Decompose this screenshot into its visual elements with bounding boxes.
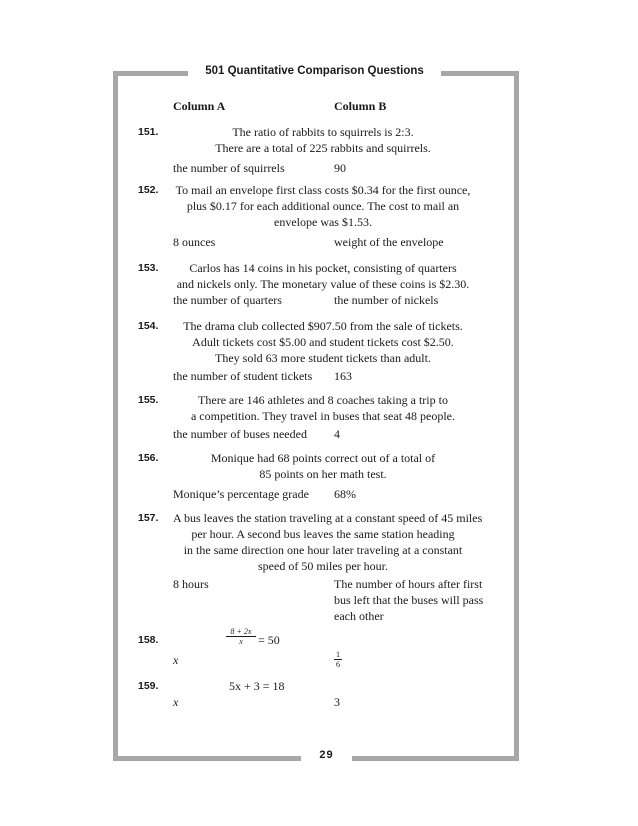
column-b-value: the number of nickels bbox=[334, 293, 439, 307]
question-stem-line: The ratio of rabbits to squirrels is 2:3. bbox=[232, 125, 414, 139]
question-stem-line: per hour. A second bus leaves the same station heading bbox=[191, 527, 455, 541]
column-b-value: 3 bbox=[334, 695, 340, 709]
column-a-value: x bbox=[173, 653, 179, 667]
equation-rhs: = 50 bbox=[258, 633, 280, 647]
question-stem-line: a competition. They travel in buses that seat 48 people. bbox=[190, 409, 456, 423]
column-b-value: 68% bbox=[334, 487, 356, 501]
question-stem-line: envelope was $1.53. bbox=[274, 215, 372, 229]
question-stem-line: in the same direction one hour later traveling at a constant bbox=[183, 543, 463, 557]
question-number: 151. bbox=[138, 126, 159, 138]
question-stem-line: Adult tickets cost $5.00 and student tickets cost $2.50. bbox=[192, 335, 454, 349]
question-number: 152. bbox=[138, 184, 159, 196]
question-stem-line: Monique had 68 points correct out of a total of bbox=[210, 451, 436, 465]
question-number: 154. bbox=[138, 320, 159, 332]
question-stem-line: There are a total of 225 rabbits and squirrels. bbox=[215, 141, 431, 155]
column-b-fraction bbox=[334, 650, 342, 669]
column-a-value: the number of quarters bbox=[173, 293, 282, 307]
question-stem-line: Carlos has 14 coins in his pocket, consisting of quarters bbox=[189, 261, 457, 275]
fraction-denominator: x bbox=[226, 636, 256, 646]
column-a-value: the number of squirrels bbox=[173, 161, 285, 175]
column-a-value: 8 hours bbox=[173, 577, 209, 591]
frame-border-top-right bbox=[441, 71, 519, 76]
column-a-value: x bbox=[173, 695, 179, 709]
fraction-denominator: 6 bbox=[336, 660, 340, 669]
column-b-header: Column B bbox=[334, 99, 387, 113]
column-a-value: the number of student tickets bbox=[173, 369, 313, 383]
question-stem-line: A bus leaves the station traveling at a constant speed of 45 miles bbox=[173, 511, 483, 525]
question-number: 153. bbox=[138, 262, 159, 274]
column-b-value: 90 bbox=[334, 161, 346, 175]
frame-border-bottom-left bbox=[113, 756, 301, 761]
question-stem-line: and nickels only. The monetary value of these coins is $2.30. bbox=[176, 277, 470, 291]
column-b-value-line: The number of hours after first bbox=[334, 577, 483, 591]
equation-fraction bbox=[226, 627, 256, 646]
question-stem-line: There are 146 athletes and 8 coaches taking a trip to bbox=[198, 393, 448, 407]
question-number: 158. bbox=[138, 634, 159, 646]
column-a-header: Column A bbox=[173, 99, 226, 113]
question-stem-line: plus $0.17 for each additional ounce. The cost to mail an bbox=[186, 199, 460, 213]
frame-border-bottom-right bbox=[352, 756, 519, 761]
question-stem-line: 85 points on her math test. bbox=[259, 467, 387, 481]
column-b-value: 163 bbox=[334, 369, 352, 383]
question-number: 159. bbox=[138, 680, 159, 692]
page-number: 29 bbox=[319, 749, 334, 761]
column-a-value: 8 ounces bbox=[173, 235, 216, 249]
fraction-numerator: 8 + 2x bbox=[230, 627, 252, 636]
question-number: 157. bbox=[138, 512, 159, 524]
column-b-value-line: bus left that the buses will pass bbox=[334, 593, 484, 607]
column-b-value: weight of the envelope bbox=[334, 235, 444, 249]
question-stem-line: To mail an envelope first class costs $0.34 for the first ounce, bbox=[175, 183, 471, 197]
equation: 5x + 3 = 18 bbox=[229, 679, 285, 693]
page-header: 501 Quantitative Comparison Questions bbox=[205, 65, 424, 77]
frame-border-right bbox=[514, 71, 519, 761]
question-stem-line: They sold 63 more student tickets than adult. bbox=[215, 351, 431, 365]
fraction-numerator: 1 bbox=[336, 650, 340, 659]
frame-border-left bbox=[113, 71, 118, 761]
column-a-value: the number of buses needed bbox=[173, 427, 307, 441]
question-number: 155. bbox=[138, 394, 159, 406]
question-stem-line: The drama club collected $907.50 from the sale of tickets. bbox=[183, 319, 463, 333]
question-number: 156. bbox=[138, 452, 159, 464]
column-a-value: Monique’s percentage grade bbox=[173, 487, 309, 501]
column-b-value: 4 bbox=[334, 427, 340, 441]
frame-border-top-left bbox=[113, 71, 188, 76]
question-stem-line: speed of 50 miles per hour. bbox=[258, 559, 388, 573]
column-b-value-line: each other bbox=[334, 609, 384, 623]
